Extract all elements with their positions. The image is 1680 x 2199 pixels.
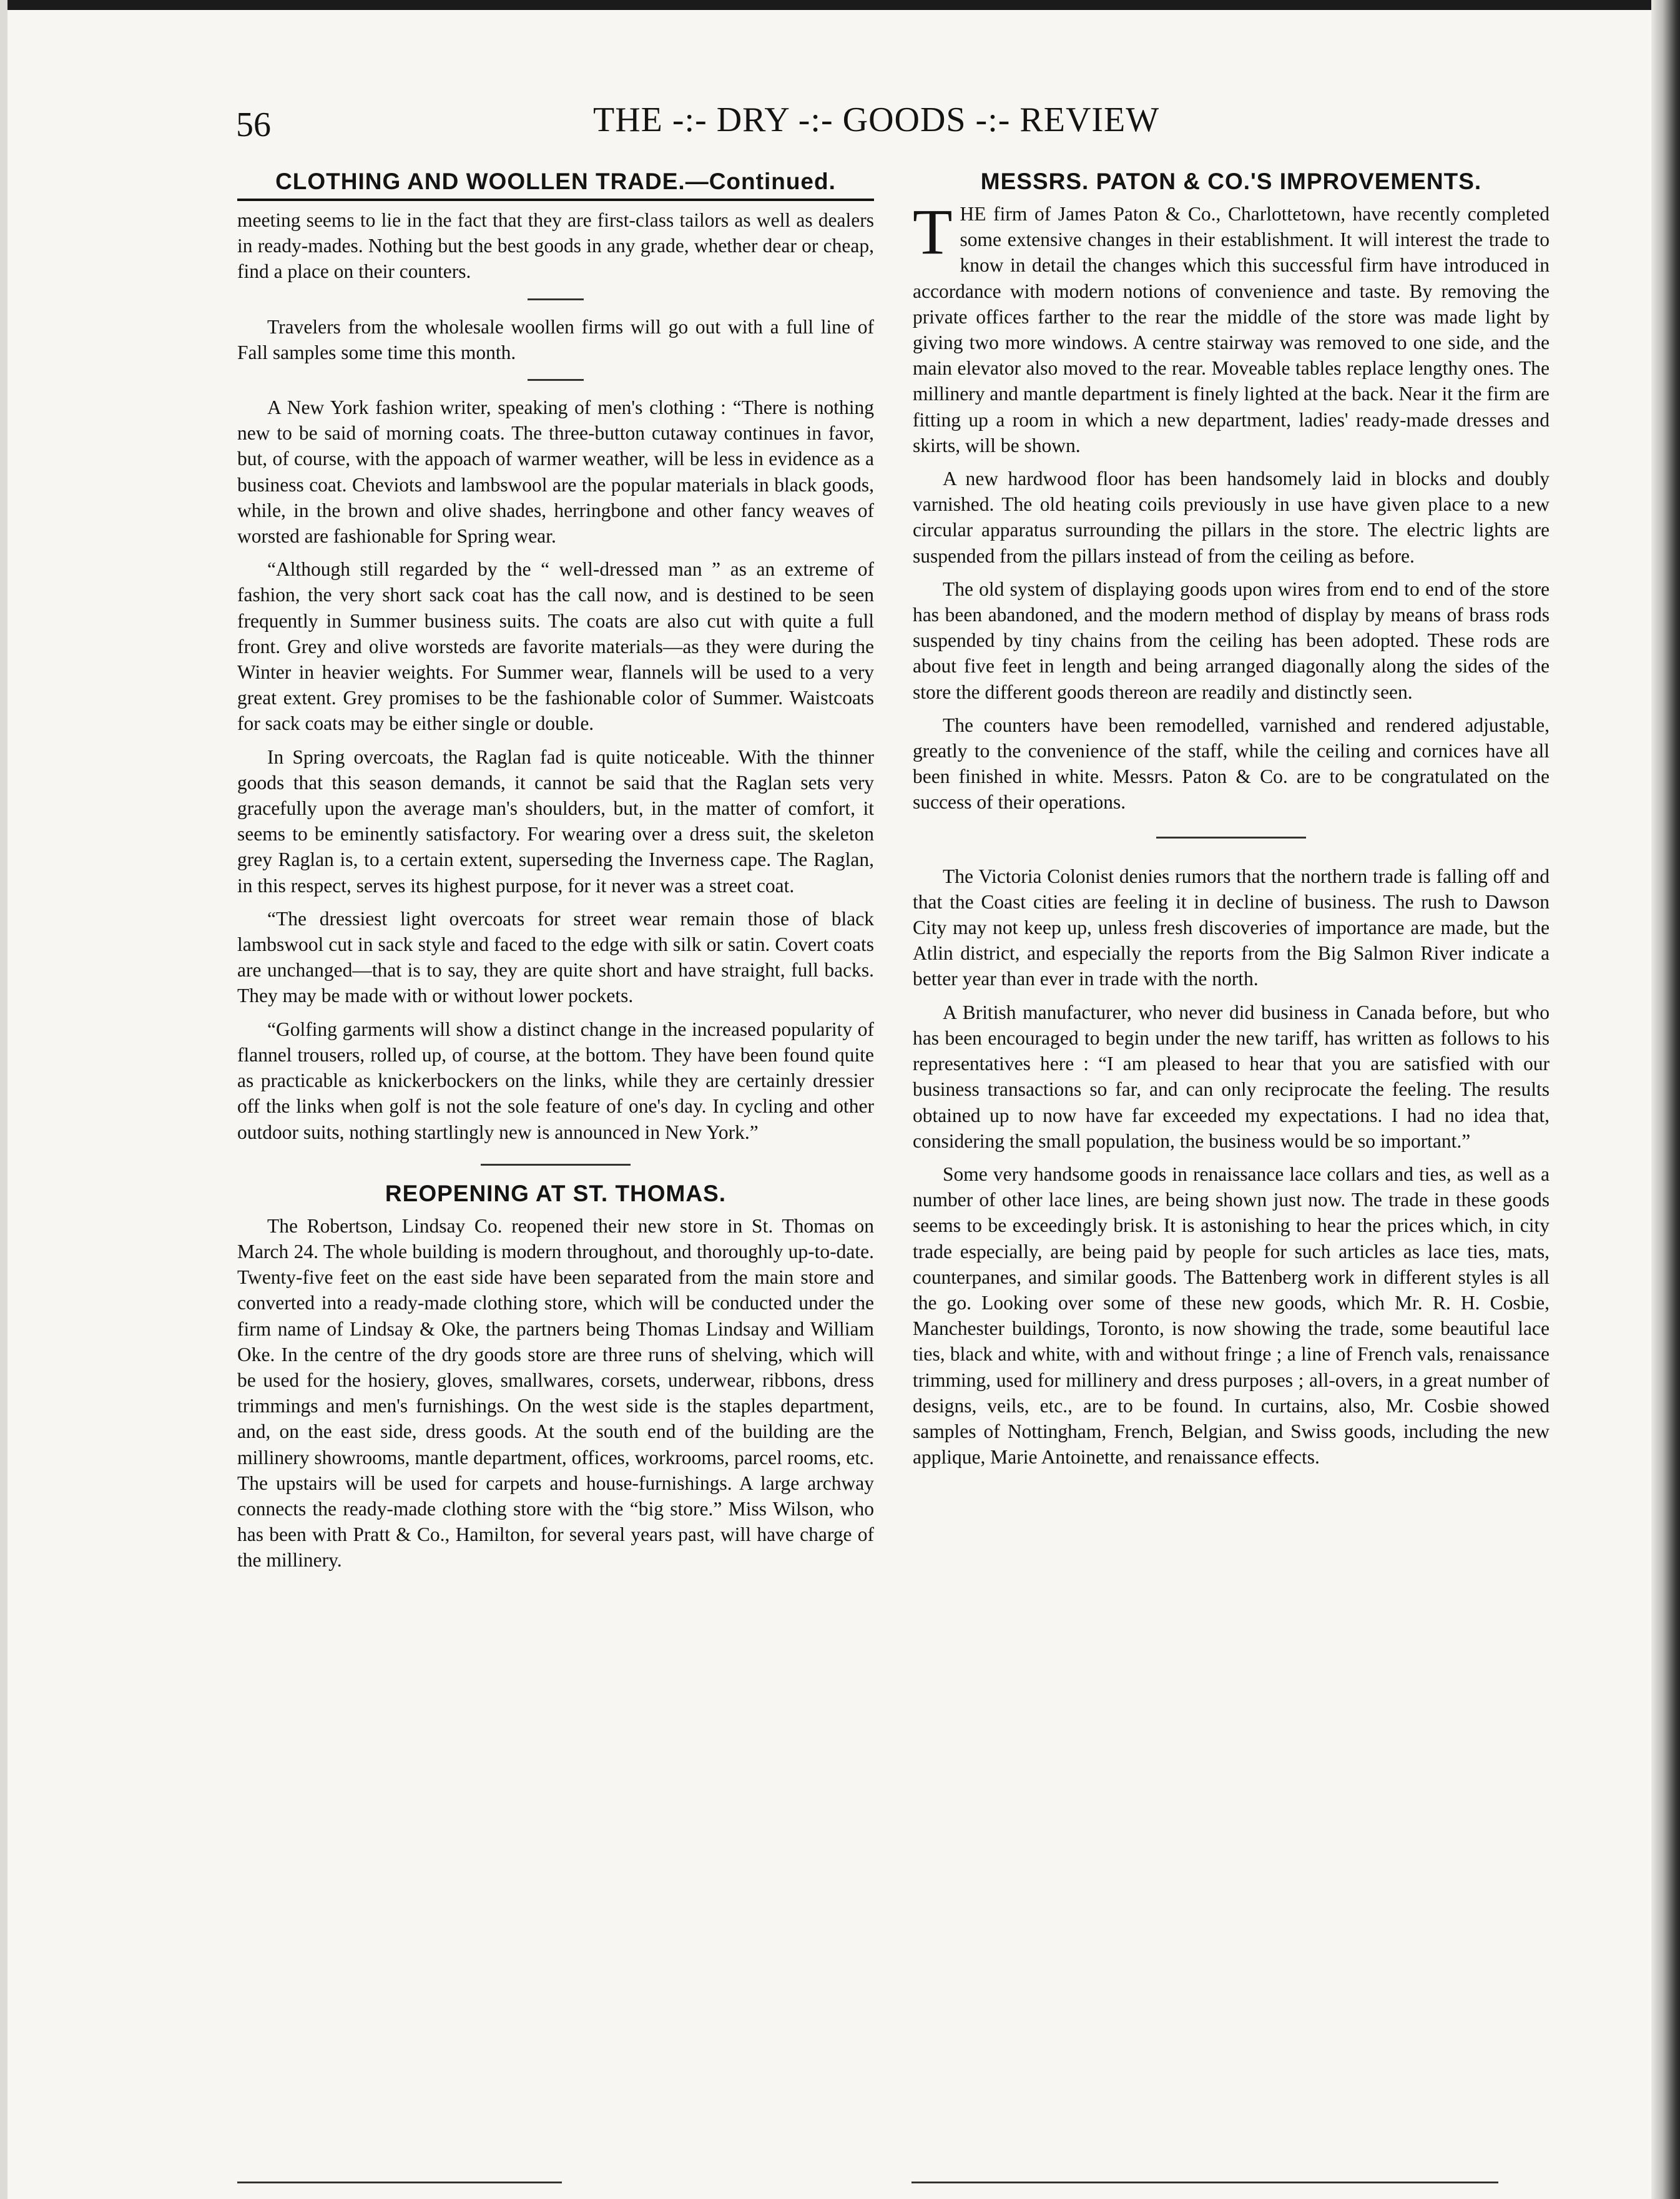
paragraph: The counters have been remodelled, varnished and rendered adjustable, greatly to the convenience of the staff, while the ceiling and cornices have all been finished in white. Messrs. Paton & Co. are to be congratulated on the success of their operations. [913,714,1550,814]
paragraph: Travelers from the wholesale woollen firms will go out with a full line of Fall samples some time this month. [237,315,874,363]
paragraph: The old system of displaying goods upon wires from end to end of the store has been abandoned, and the modern method of display by means of brass rods suspended by tiny chains from the ceiling has been adopted. These rods are about five feet in length and being arranged diagonally along the sides of the store the different goods thereon are readily and distinctly seen. [913,578,1550,703]
drop-cap: T [913,196,953,268]
scan-edge-top [0,0,1680,10]
paragraph: In Spring overcoats, the Raglan fad is quite noticeable. With the thinner goods that this season demands, it cannot be said that the Raglan sets very gracefully upon the average man's shoulders, but, in the matter of comfort, it seems to be eminently satisfactory. For wearing over a dress suit, the skeleton grey Raglan is, to a certain extent, superseding the Inverness cape. The Raglan, in this respect, serves its highest purpose, for it never was a street coat. [237,745,874,897]
paragraph: A New York fashion writer, speaking of men's clothing : “There is nothing new to be said of morning coats. The three-button cutaway continues in favor, but, of course, with the appoach of warmer weather, will be less in evidence as a business coat. Cheviots and lambswool are the popular materials in black goods, while, in the brown and olive shades, herringbone and other fancy weaves of worsted are fashionable for Spring wear. [237,396,874,548]
paragraph-first [913,196,1550,458]
paragraph: A British manufacturer, who never did business in Canada before, but who has been encouraged to begin under the new tariff, has written as follows to his representatives here : “I am pleased to hear that you are satisfied with our business transactions so far, and can only reciprocate the feeling. The results obtained up to now have far exceeded my expectations. I had no idea that, considering the small population, the business would be so important.” [913,1001,1550,1152]
footer-rule-right [911,2182,1498,2183]
scan-edge-left [0,0,7,2199]
page-title: THE -:- DRY -:- GOODS -:- REVIEW [593,101,1160,139]
separator-rule [528,379,584,381]
section-separator [1156,837,1306,839]
paragraph: The Robertson, Lindsay Co. reopened their new store in St. Thomas on March 24. The whole building is modern throughout, and thoroughly up-to-date. Twenty-five feet on the east side have been separated from the main store and converted into a ready-made clothing store, which will be conducted under the firm name of Lindsay & Oke, the partners being Thomas Lindsay and William Oke. In the centre of the dry goods store are three runs of shelving, which will be used for the hosiery, gloves, smallwares, corsets, underwear, ribbons, dress trimmings and men's furnishings. On the west side is the staples department, and, on the east side, dress goods. At the south end of the building are the millinery showrooms, mantle department, offices, workrooms, parcel rooms, etc. The upstairs will be used for carpets and house-furnishings. A large archway connects the ready-made clothing store with the “big store.” Miss Wilson, who has been with Pratt & Co., Hamilton, for several years past, will have charge of the millinery. [237,1214,874,1572]
page-number: 56 [236,106,271,144]
section-title-clothing: CLOTHING AND WOOLLEN TRADE.—Continued. [237,169,874,201]
paragraph: Some very handsome goods in renaissance lace collars and ties, as well as a number of other lace lines, are being shown just now. The trade in these goods seems to be exceedingly brisk. It is astonishing to hear the prices which, in city trade especially, are being paid by people for such articles as lace ties, mats, counterpanes, and similar goods. The Battenberg work in different styles is all the go. Looking over some of these new goods, which Mr. R. H. Cosbie, Manchester buildings, Toronto, is now showing the trade, some beautiful lace ties, black and white, with and without fringe ; a line of French vals, renaissance trimming, used for millinery and dress purposes ; all-overs, in a great number of designs, veils, etc., are to be found. In curtains, also, Mr. Cosbie showed samples of Nottingham, French, Belgian, and Swiss goods, including the new applique, Marie Antoinette, and renaissance effects. [913,1163,1550,1468]
paragraph: A new hardwood floor has been handsomely laid in blocks and doubly varnished. The old heating coils previously in use have given place to a new circular apparatus surrounding the pillars in the store. The electric lights are suspended from the pillars instead of from the ceiling as before. [913,468,1550,567]
section-title-reopening: REOPENING AT ST. THOMAS. [385,1180,727,1206]
paragraph: The Victoria Colonist denies rumors that the northern trade is falling off and that the Coast cities are feeling it in decline of business. The rush to Dawson City may not keep up, unless fresh discoveries of importance are made, but the Atlin district, and especially the reports from the Big Salmon River indicate a better year than ever in trade with the north. [913,865,1550,990]
paragraph: “Although still regarded by the “ well-dressed man ” as an extreme of fashion, the very short sack coat has the call now, and is destined to be seen frequently in Summer business suits. The coats are also cut with quite a full front. Grey and olive worsteds are favorite materials—as they were during the Winter in heavier weights. For Summer wear, flannels will be used to a very great extent. Grey promises to be the fashionable color of Summer. Waistcoats for sack coats may be either single or double. [237,558,874,735]
paragraph-text: HE firm of James Paton & Co., Charlottetown, have recently completed some extensive changes in their establishment. It will interest the trade to know in detail the changes which this successful firm have introduced in accordance with modern notions of convenience and taste. By removing the private offices farther to the rear the middle of the store was made light by giving two more windows. A centre stairway was removed to one side, and the main elevator also moved to the rear. Moveable tables replace lengthy ones. The millinery and mantle department is finely lighted at the back. Near it the firm are fitting up a room in which a new department, ladies' ready-made dresses and skirts, will be shown. [913,203,1550,456]
right-column [913,169,1550,1477]
scan-edge-right [1651,0,1680,2199]
left-column [237,169,874,1581]
section-separator [481,1164,631,1166]
section-title-paton: MESSRS. PATON & CO.'S IMPROVEMENTS. [980,169,1482,194]
footer-rule-left [237,2182,562,2183]
paragraph: “Golfing garments will show a distinct change in the increased popularity of flannel trousers, rolled up, of course, at the bottom. They have been found quite as practicable as knickerbockers on the links, while they are certainly dressier off the links when golf is not the sole feature of one's day. In cycling and other outdoor suits, nothing startlingly new is announced in New York.” [237,1018,874,1143]
separator-rule [528,298,584,300]
paragraph: meeting seems to lie in the fact that they are first-class tailors as well as dealers in ready-mades. Nothing but the best goods in any grade, whether dear or cheap, find a place on their counters. [237,209,874,283]
paragraph: “The dressiest light overcoats for street wear remain those of black lambswool cut in sack style and faced to the edge with silk or satin. Covert coats are unchanged—that is to say, they are quite short and have straight, full backs. They may be made with or without lower pockets. [237,907,874,1007]
